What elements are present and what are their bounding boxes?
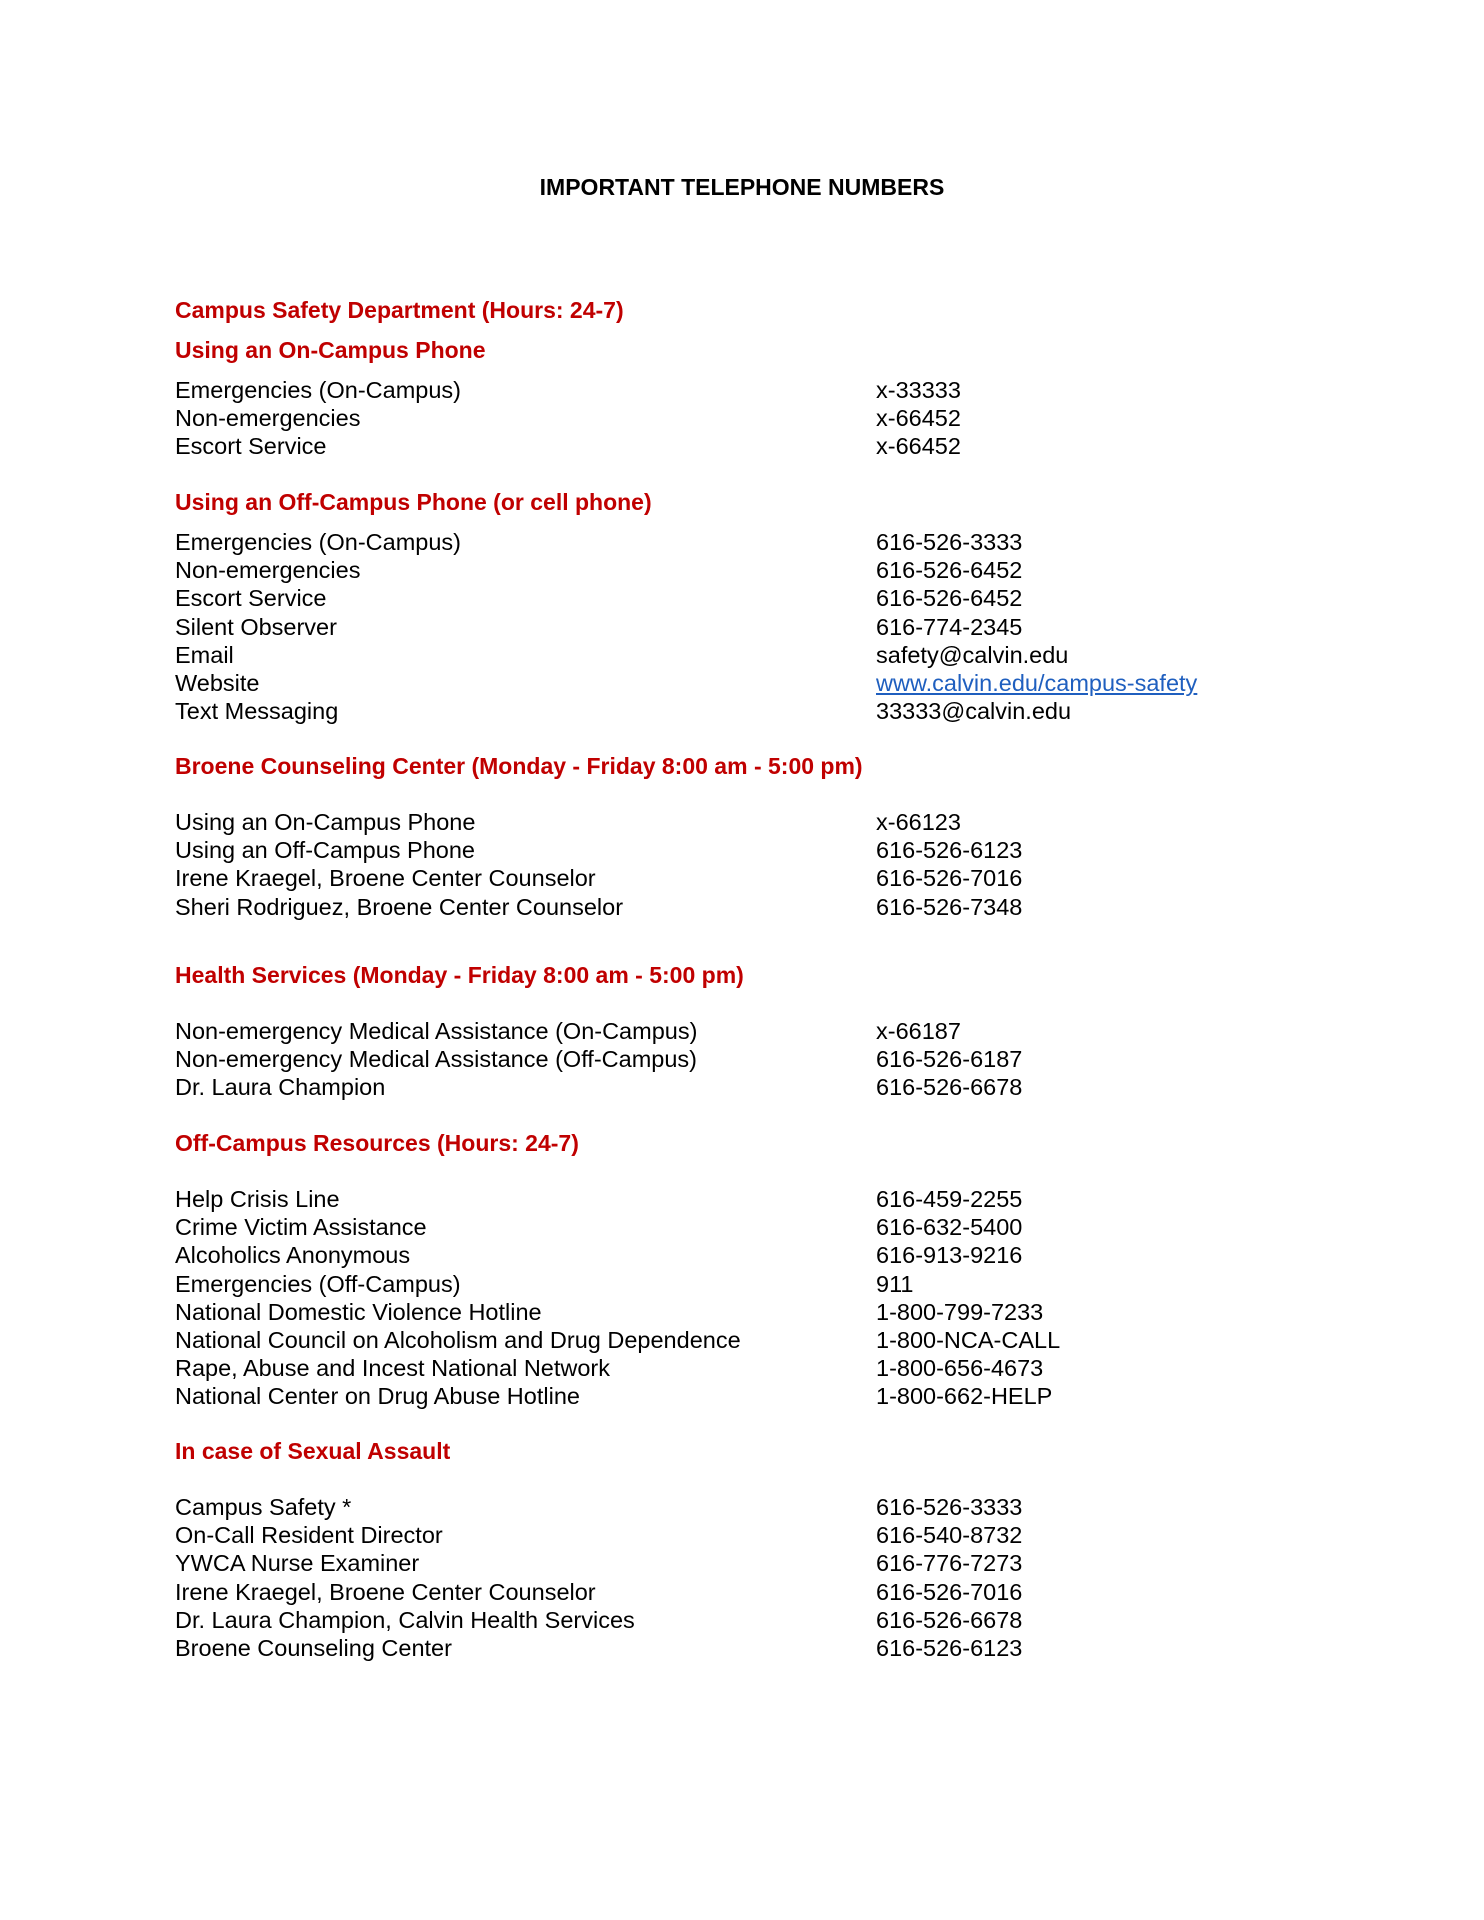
on-campus-phone-list <box>175 376 1325 461</box>
entry-label: YWCA Nurse Examiner <box>175 1550 420 1577</box>
entry-value: x-66452 <box>876 405 961 432</box>
list-item <box>175 528 1325 556</box>
list-item <box>175 1045 1325 1073</box>
entry-value: 616-776-7273 <box>876 1550 1023 1577</box>
entry-value: 616-526-7016 <box>876 865 1023 892</box>
list-item <box>175 1241 1325 1269</box>
campus-safety-heading: Campus Safety Department (Hours: 24-7) <box>175 297 624 323</box>
entry-label: Using an On-Campus Phone <box>175 809 476 835</box>
list-item <box>175 1073 1325 1101</box>
entry-label: Non-emergency Medical Assistance (Off-Campus) <box>175 1046 697 1073</box>
list-item <box>175 1017 1325 1045</box>
entry-value: 616-459-2255 <box>876 1186 1023 1212</box>
list-item <box>175 864 1325 892</box>
list-item <box>175 1382 1325 1410</box>
entry-value: 616-526-3333 <box>876 1494 1023 1520</box>
entry-value: 1-800-656-4673 <box>876 1355 1044 1382</box>
entry-value: 616-526-7016 <box>876 1578 1023 1605</box>
health-services-heading: Health Services (Monday - Friday 8:00 am - 5:00 pm) <box>175 962 744 988</box>
entry-value: x-66452 <box>876 433 961 460</box>
entry-label: Broene Counseling Center <box>175 1634 452 1661</box>
entry-label: Escort Service <box>175 433 327 460</box>
entry-value: 616-526-6678 <box>876 1606 1023 1633</box>
entry-label: Emergencies (Off-Campus) <box>175 1270 461 1297</box>
entry-value: 616-526-6187 <box>876 1046 1023 1073</box>
list-item <box>175 1634 1325 1662</box>
entry-label: Non-emergencies <box>175 557 361 584</box>
entry-label: Dr. Laura Champion, Calvin Health Services <box>175 1606 635 1633</box>
list-item <box>175 836 1325 864</box>
off-campus-phone-heading: Using an Off-Campus Phone (or cell phone) <box>175 489 652 515</box>
entry-label: Help Crisis Line <box>175 1186 340 1212</box>
sexual-assault-heading: In case of Sexual Assault <box>175 1438 451 1464</box>
entry-value: 1-800-799-7233 <box>876 1298 1044 1325</box>
list-item <box>175 1578 1325 1606</box>
on-campus-phone-heading: Using an On-Campus Phone <box>175 337 486 363</box>
entry-label: Campus Safety * <box>175 1494 352 1520</box>
entry-value: 616-526-7348 <box>876 893 1023 920</box>
entry-label: Emergencies (On-Campus) <box>175 377 462 403</box>
entry-label: Using an Off-Campus Phone <box>175 837 476 864</box>
entry-value: 1-800-662-HELP <box>876 1383 1053 1410</box>
entry-value: 616-540-8732 <box>876 1522 1023 1549</box>
entry-value: 616-632-5400 <box>876 1214 1023 1241</box>
entry-label: Non-emergencies <box>175 405 361 432</box>
list-item <box>175 641 1325 669</box>
off-campus-resources-heading: Off-Campus Resources (Hours: 24-7) <box>175 1130 579 1156</box>
list-item <box>175 1549 1325 1577</box>
entry-value: x-66187 <box>876 1018 961 1044</box>
entry-value: 616-526-3333 <box>876 529 1023 555</box>
entry-value: x-66123 <box>876 809 961 835</box>
list-item <box>175 376 1325 404</box>
entry-value: 616-526-6678 <box>876 1074 1023 1101</box>
list-item <box>175 584 1325 612</box>
counseling-list <box>175 808 1325 921</box>
entry-value: 616-526-6123 <box>876 1634 1023 1661</box>
entry-value: 616-526-6123 <box>876 837 1023 864</box>
entry-label: Rape, Abuse and Incest National Network <box>175 1355 611 1382</box>
entry-label: National Council on Alcoholism and Drug Dependence <box>175 1326 741 1353</box>
sexual-assault-list <box>175 1493 1325 1662</box>
health-services-list <box>175 1017 1325 1102</box>
entry-label: Dr. Laura Champion <box>175 1074 386 1101</box>
entry-label: Alcoholics Anonymous <box>175 1242 411 1269</box>
entry-value: 616-913-9216 <box>876 1242 1023 1269</box>
list-item <box>175 1493 1325 1521</box>
list-item <box>175 1326 1325 1354</box>
counseling-heading: Broene Counseling Center (Monday - Friday 8:00 am - 5:00 pm) <box>175 753 863 779</box>
list-item <box>175 1298 1325 1326</box>
page-title: IMPORTANT TELEPHONE NUMBERS <box>539 174 945 200</box>
entry-label: National Center on Drug Abuse Hotline <box>175 1383 580 1410</box>
entry-label: Escort Service <box>175 585 327 612</box>
entry-label: Irene Kraegel, Broene Center Counselor <box>175 865 596 892</box>
entry-label: Crime Victim Assistance <box>175 1214 427 1241</box>
list-item <box>175 808 1325 836</box>
entry-value: 1-800-NCA-CALL <box>876 1326 1061 1353</box>
entry-label: Silent Observer <box>175 613 337 640</box>
off-campus-phone-list <box>175 528 1325 725</box>
entry-label: Email <box>175 641 234 668</box>
list-item <box>175 432 1325 460</box>
off-campus-resources-list <box>175 1185 1325 1411</box>
list-item <box>175 1354 1325 1382</box>
entry-label: Non-emergency Medical Assistance (On-Campus) <box>175 1018 698 1044</box>
entry-value: 911 <box>876 1270 914 1297</box>
list-item <box>175 1185 1325 1213</box>
entry-value: 33333@calvin.edu <box>876 698 1072 725</box>
entry-value: 616-526-6452 <box>876 557 1023 584</box>
entry-label: Website <box>175 669 260 696</box>
entry-label: On-Call Resident Director <box>175 1522 443 1549</box>
entry-value: x-33333 <box>876 377 961 403</box>
list-item <box>175 893 1325 921</box>
entry-label: Emergencies (On-Campus) <box>175 529 462 555</box>
list-item <box>175 1270 1325 1298</box>
list-item <box>175 1213 1325 1241</box>
website-link[interactable]: www.calvin.edu/campus-safety <box>876 669 1198 696</box>
list-item <box>175 613 1325 641</box>
entry-value: 616-526-6452 <box>876 585 1023 612</box>
entry-label: Sheri Rodriguez, Broene Center Counselor <box>175 893 624 920</box>
list-item <box>175 556 1325 584</box>
entry-label: National Domestic Violence Hotline <box>175 1298 542 1325</box>
list-item <box>175 1606 1325 1634</box>
list-item <box>175 1521 1325 1549</box>
email-value: safety@calvin.edu <box>876 641 1069 668</box>
entry-label: Irene Kraegel, Broene Center Counselor <box>175 1578 596 1605</box>
entry-value: 616-774-2345 <box>876 613 1023 640</box>
list-item <box>175 669 1325 697</box>
entry-label: Text Messaging <box>175 698 339 725</box>
list-item <box>175 697 1325 725</box>
list-item <box>175 404 1325 432</box>
